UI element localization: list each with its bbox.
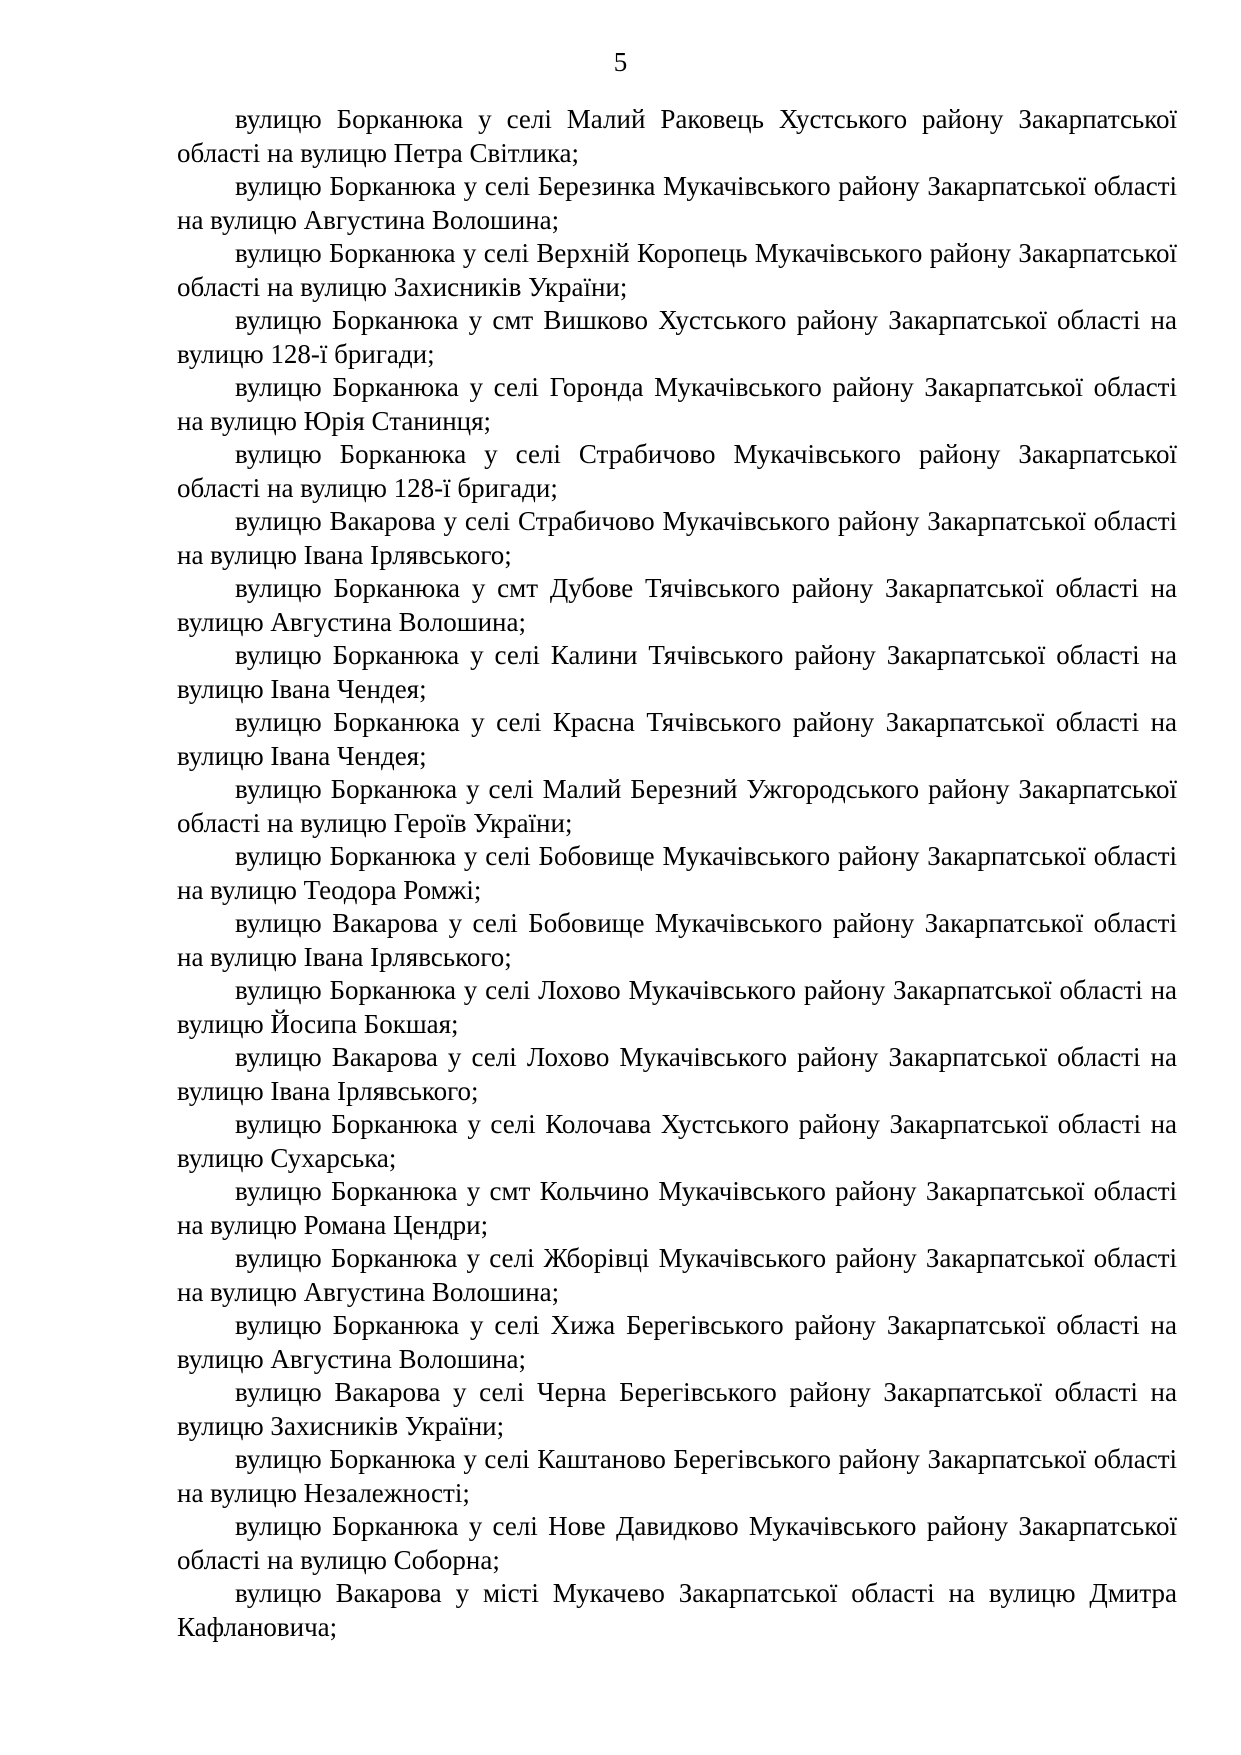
list-item: вулицю Борканюка у селі Колочава Хустського району Закарпатської області на вулицю Сухарська; xyxy=(177,1109,1177,1173)
list-item: вулицю Борканюка у селі Лохово Мукачівського району Закарпатської області на вулицю Йосипа Бокшая; xyxy=(177,975,1177,1039)
list-item: вулицю Борканюка у селі Хижа Берегівського району Закарпатської області на вулицю Августина Волошина; xyxy=(177,1310,1177,1374)
list-item: вулицю Борканюка у селі Горонда Мукачівського району Закарпатської області на вулицю Юрія Станинця; xyxy=(177,372,1177,436)
list-item: вулицю Борканюка у селі Страбичово Мукачівського району Закарпатської області на вулицю 128-ї бригади; xyxy=(177,439,1177,503)
list-item: вулицю Борканюка у селі Малий Березний Ужгородського району Закарпатської області на вулицю Героїв України; xyxy=(177,774,1177,838)
list-item: вулицю Борканюка у смт Кольчино Мукачівського району Закарпатської області на вулицю Романа Цендри; xyxy=(177,1176,1177,1240)
list-item: вулицю Вакарова у селі Страбичово Мукачівського району Закарпатської області на вулицю Івана Ірлявського; xyxy=(177,506,1177,570)
document-body xyxy=(177,103,1177,1644)
list-item: вулицю Борканюка у селі Березинка Мукачівського району Закарпатської області на вулицю Августина Волошина; xyxy=(177,171,1177,235)
list-item: вулицю Вакарова у селі Бобовище Мукачівського району Закарпатської області на вулицю Івана Ірлявського; xyxy=(177,908,1177,972)
list-item: вулицю Вакарова у селі Черна Берегівського району Закарпатської області на вулицю Захисників України; xyxy=(177,1377,1177,1441)
list-item: вулицю Борканюка у селі Каштаново Берегівського району Закарпатської області на вулицю Незалежності; xyxy=(177,1444,1177,1508)
list-item: вулицю Борканюка у селі Нове Давидково Мукачівського району Закарпатської області на вулицю Соборна; xyxy=(177,1511,1177,1575)
list-item: вулицю Борканюка у селі Красна Тячівського району Закарпатської області на вулицю Івана Чендея; xyxy=(177,707,1177,771)
list-item: вулицю Борканюка у селі Малий Раковець Хустського району Закарпатської області на вулицю Петра Світлика; xyxy=(177,104,1177,168)
list-item: вулицю Борканюка у селі Бобовище Мукачівського району Закарпатської області на вулицю Теодора Ромжі; xyxy=(177,841,1177,905)
list-item: вулицю Борканюка у селі Верхній Коропець Мукачівського району Закарпатської області на вулицю Захисників України; xyxy=(177,238,1177,302)
list-item: вулицю Борканюка у смт Вишково Хустського району Закарпатської області на вулицю 128-ї бригади; xyxy=(177,305,1177,369)
list-item: вулицю Борканюка у селі Калини Тячівського району Закарпатської області на вулицю Івана Чендея; xyxy=(177,640,1177,704)
list-item: вулицю Вакарова у селі Лохово Мукачівського району Закарпатської області на вулицю Івана Ірлявського; xyxy=(177,1042,1177,1106)
list-item: вулицю Борканюка у селі Жборівці Мукачівського району Закарпатської області на вулицю Августина Волошина; xyxy=(177,1243,1177,1307)
page-number: 5 xyxy=(613,47,628,77)
list-item: вулицю Вакарова у місті Мукачево Закарпатської області на вулицю Дмитра Кафлановича; xyxy=(177,1578,1177,1642)
list-item: вулицю Борканюка у смт Дубове Тячівського району Закарпатської області на вулицю Августина Волошина; xyxy=(177,573,1177,637)
